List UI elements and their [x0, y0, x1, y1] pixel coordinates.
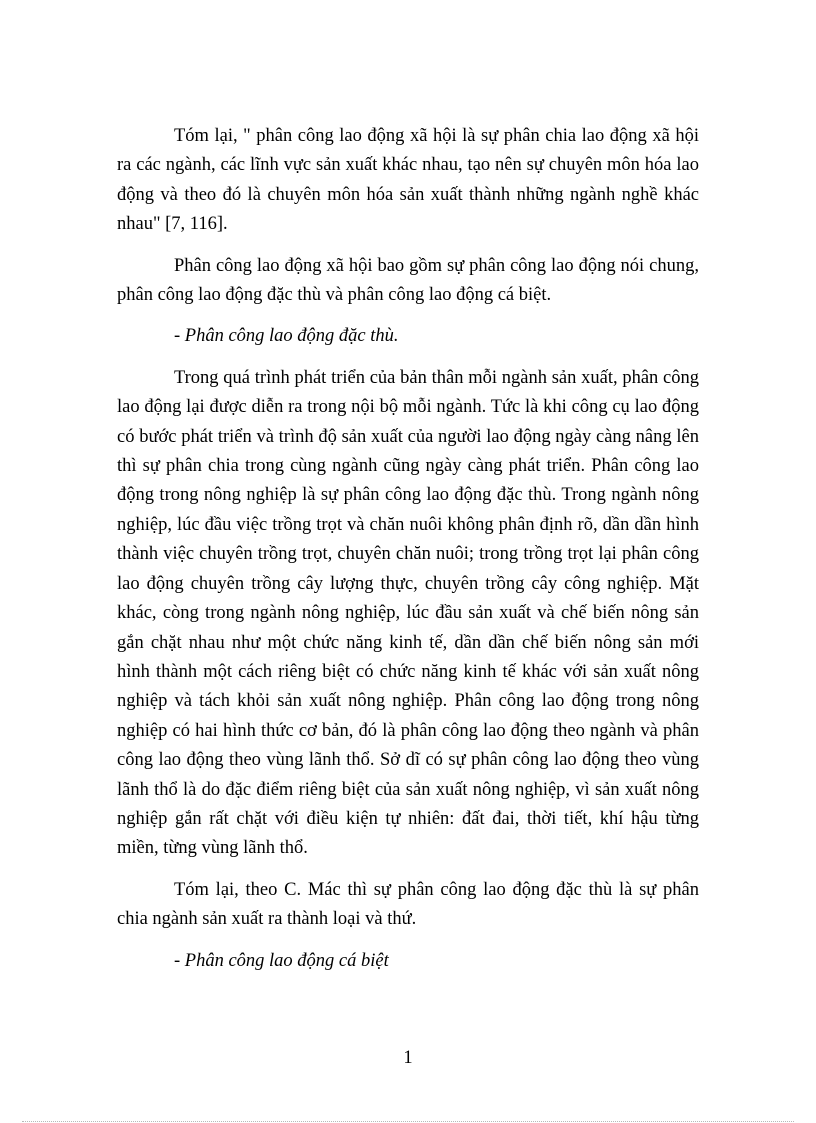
- paragraph-summary-definition: Tóm lại, " phân công lao động xã hội là sự phân chia lao động xã hội ra các ngành, các lĩnh vực sản xuất khác nhau, tạo nên sự chuyên môn hóa lao động và theo đó là chuyên môn hóa sản xuất thành những ngành nghề khác nhau" [7, 116].: [117, 126, 699, 235]
- document-body: [117, 122, 699, 988]
- paragraph-social-division-types: Phân công lao động xã hội bao gồm sự phân công lao động nói chung, phân công lao động đặc thù và phân công lao động cá biệt.: [117, 255, 699, 306]
- section-heading-individual-division: - Phân công lao động cá biệt: [174, 950, 389, 971]
- page-bottom-edge: [22, 1121, 794, 1122]
- paragraph-agriculture-division: Trong quá trình phát triển của bản thân mỗi ngành sản xuất, phân công lao động lại được diễn ra trong nội bộ mỗi ngành. Tức là khi công cụ lao động có bước phát triển và trình độ sản xuất của người lao động ngày càng nâng lên thì sự phân chia trong cùng ngành cũng ngày càng phát triển. Phân công lao động trong nông nghiệp là sự phân công lao động đặc thù. Trong ngành nông nghiệp, lúc đầu việc trồng trọt và chăn nuôi không phân định rõ, dần dần hình thành việc chuyên trồng trọt, chuyên chăn nuôi; trong trồng trọt lại phân công lao động chuyên trồng cây lượng thực, chuyên trồng cây công nghiệp. Mặt khác, còng trong ngành nông nghiệp, lúc đầu sản xuất và chế biến nông sản gắn chặt nhau như một chức năng kinh tế, dần dần chế biến nông sản mới hình thành một cách riêng biệt có chức năng kinh tế khác với sản xuất nông nghiệp và tách khỏi sản xuất nông nghiệp. Phân công lao động trong nông nghiệp có hai hình thức cơ bản, đó là phân công lao động theo ngành và phân công lao động theo vùng lãnh thổ. Sở dĩ có sự phân công lao động theo vùng lãnh thổ là do đặc điểm riêng biệt của sản xuất nông nghiệp, vì sản xuất nông nghiệp gắn rất chặt với điều kiện tự nhiên: đất đai, thời tiết, khí hậu từng miền, từng vùng lãnh thổ.: [117, 367, 699, 859]
- paragraph-marx-summary: Tóm lại, theo C. Mác thì sự phân công lao động đặc thù là sự phân chia ngành sản xuất ra thành loại và thứ.: [117, 879, 699, 930]
- section-heading-specific-division: - Phân công lao động đặc thù.: [174, 326, 399, 347]
- page-number: 1: [403, 1048, 413, 1068]
